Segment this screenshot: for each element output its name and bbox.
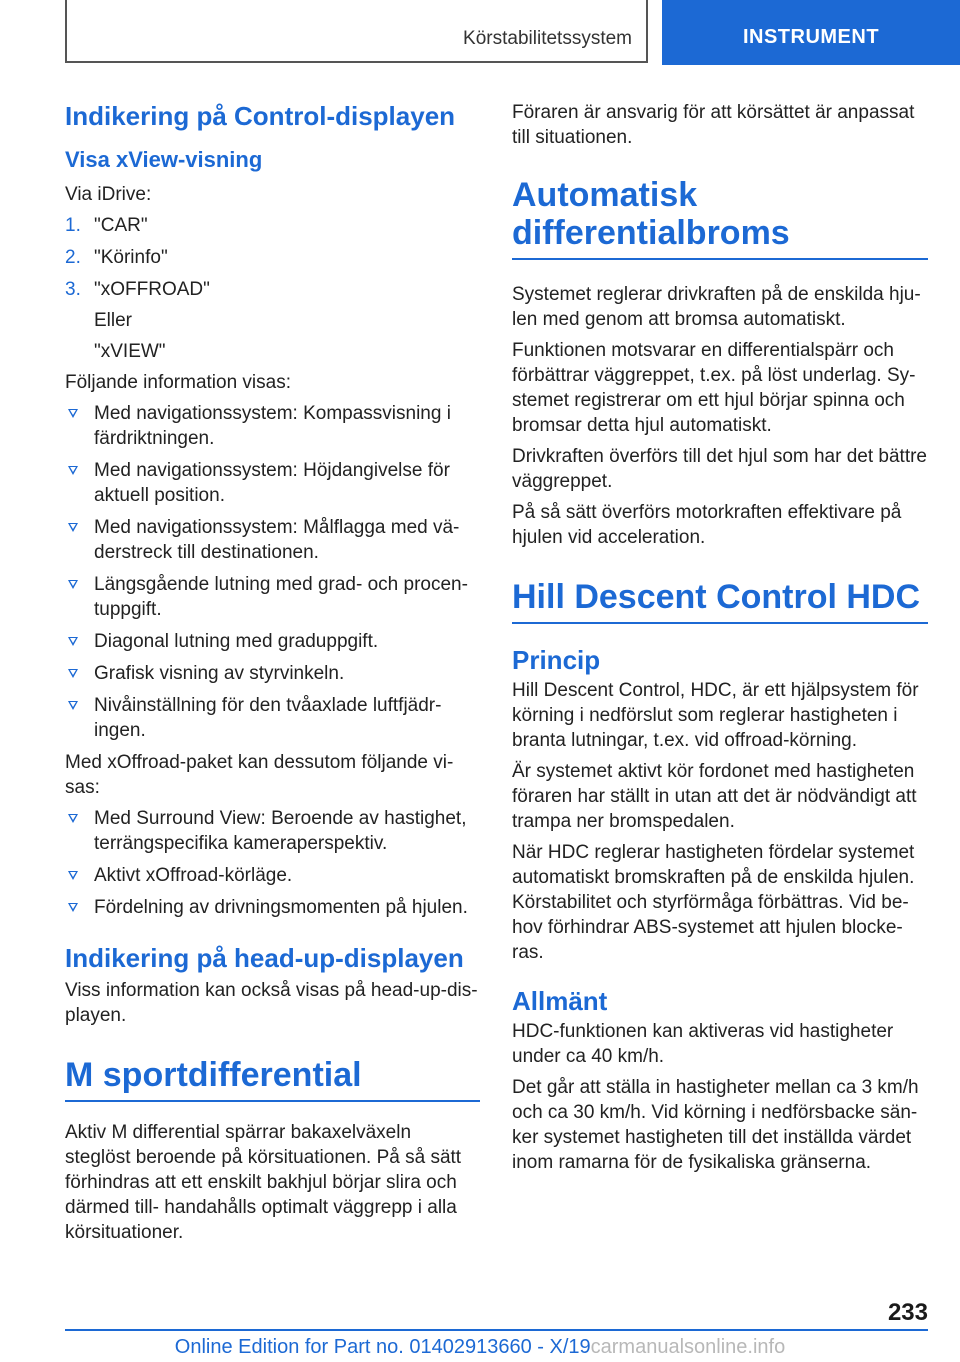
list-item: Med navigationssystem: Kompassvisning i färdriktningen. (65, 401, 480, 451)
list-item: Med Surround View: Beroende av hastighet, terrängspecifika kameraperspektiv. (65, 806, 480, 856)
step-number: 3. (65, 279, 81, 300)
heading-allmant: Allmänt (512, 986, 608, 1016)
page-number: 233 (887, 1299, 928, 1326)
triangle-bullet-icon (68, 580, 78, 589)
heading-princip: Princip (512, 645, 601, 675)
heading-xview: Visa xView-visning (65, 147, 263, 172)
driver-text: Föraren är ansvarig för att körsättet är anpassat till situationen. (512, 102, 915, 148)
triangle-bullet-icon (68, 814, 78, 823)
heading-m-sport-differential: M sportdifferential (65, 1056, 480, 1102)
footer-edition (0, 1336, 960, 1359)
hdc-heading-wrap (512, 578, 928, 624)
triangle-bullet-icon (68, 669, 78, 678)
list-item: Med navigationssystem: Höjdangivelse för aktuell position. (65, 458, 480, 508)
list-item: Grafisk visning av styrvinkeln. (65, 661, 480, 686)
adb-paragraph: Funktionen motsvarar en differentialspärr och förbättrar väggreppet, t.ex. på löst underlag. Sy- stemet registrerar om ett hjul börjar spinna och bromsar detta hjul automatiskt. (512, 340, 916, 436)
step-number: 1. (65, 215, 81, 236)
princip-paragraph: Hill Descent Control, HDC, är ett hjälpsystem för körning i nedförslut som reglerar hastigheten i branta lutningar, t.ex. vid offroad-körning. (512, 680, 919, 751)
triangle-bullet-icon (68, 409, 78, 418)
triangle-bullet-icon (68, 637, 78, 646)
princip-paragraph: När HDC reglerar hastigheten fördelar systemet automatiskt bromskraften på de enskilda hjulen. Körstabilitet och styrförmåga förbättras. Vid be- hov förhindrar ABS-systemet att hjulen blocke- ras. (512, 842, 915, 963)
section-title: Körstabilitetssystem (463, 28, 632, 49)
triangle-bullet-icon (68, 871, 78, 880)
info-intro: Följande information visas: (65, 372, 291, 393)
triangle-bullet-icon (68, 466, 78, 475)
adb-paragraph: På så sätt överförs motorkraften effektivare på hjulen vid acceleration. (512, 502, 902, 548)
triangle-bullet-icon (68, 903, 78, 912)
list-item: Aktivt xOffroad-körläge. (65, 863, 480, 888)
allmant-paragraph: Det går att ställa in hastigheter mellan ca 3 km/h och ca 30 km/h. Vid körning i nedförsbacke sän- ker systemet hastigheten till det inställda värdet inom ramarna för de fysikaliska gränserna. (512, 1077, 919, 1173)
step-item (65, 213, 480, 238)
msport-heading-wrap (65, 1056, 480, 1102)
triangle-bullet-icon (68, 523, 78, 532)
offroad-intro: Med xOffroad-paket kan dessutom följande vi- sas: (65, 752, 454, 798)
step-text: "CAR" (94, 215, 148, 236)
step-item (65, 245, 480, 270)
heading-automatic-differential-brake: Automatisk differentialbroms (512, 176, 928, 260)
offroad-list (65, 806, 480, 920)
via-idrive-text: Via iDrive: (65, 184, 152, 205)
list-item: Med navigationssystem: Målflagga med vä- derstreck till destinationen. (65, 515, 480, 565)
list-item: Längsgående lutning med grad- och procen- tuppgift. (65, 572, 480, 622)
list-item: Fördelning av drivningsmomenten på hjulen. (65, 895, 480, 920)
allmant-paragraph: HDC-funktionen kan aktiveras vid hastigheter under ca 40 km/h. (512, 1021, 894, 1067)
xview-text: "xVIEW" (94, 341, 166, 362)
step-text: "xOFFROAD" (94, 279, 210, 300)
princip-paragraph: Är systemet aktivt kör fordonet med hastigheten föraren har ställt in utan att det är nödvändigt att trampa ner bromspedalen. (512, 761, 917, 832)
watermark-text[interactable]: carmanualsonline.info (590, 1336, 786, 1358)
msport-text: Aktiv M differential spärrar bakaxelväxeln steglöst beroende på körsituationen. På så sätt förhindras att ett enskilt bakhjul börjar slira och därmed till- handahålls optimalt väggrepp i alla körsituationer. (65, 1122, 462, 1243)
list-item: Diagonal lutning med graduppgift. (65, 629, 480, 654)
eller-text: Eller (94, 310, 133, 331)
steps-list (65, 213, 480, 302)
adb-paragraph: Drivkraften överförs till det hjul som har det bättre väggreppet. (512, 446, 928, 492)
footer-rule (65, 1329, 928, 1331)
adb-paragraph: Systemet reglerar drivkraften på de enskilda hju- len med genom att bromsa automatiskt. (512, 284, 921, 330)
step-number: 2. (65, 247, 81, 268)
step-item (65, 277, 480, 302)
right-column (512, 100, 928, 1181)
step-text: "Körinfo" (94, 247, 168, 268)
chapter-tab[interactable]: INSTRUMENT (662, 0, 960, 65)
heading-hill-descent-control: Hill Descent Control HDC (512, 578, 928, 624)
heading-control-display: Indikering på Control-displayen (65, 101, 456, 131)
triangle-bullet-icon (68, 701, 78, 710)
adb-heading-wrap (512, 176, 928, 260)
left-column (65, 100, 480, 1251)
heading-head-up-display: Indikering på head-up-displayen (65, 943, 464, 973)
list-item: Nivåinställning för den tvåaxlade luftfjädr- ingen. (65, 693, 480, 743)
info-list (65, 401, 480, 743)
edition-text: Online Edition for Part no. 01402913660 - X/19 (174, 1336, 591, 1358)
hud-text: Viss information kan också visas på head-up-dis- playen. (65, 980, 478, 1026)
